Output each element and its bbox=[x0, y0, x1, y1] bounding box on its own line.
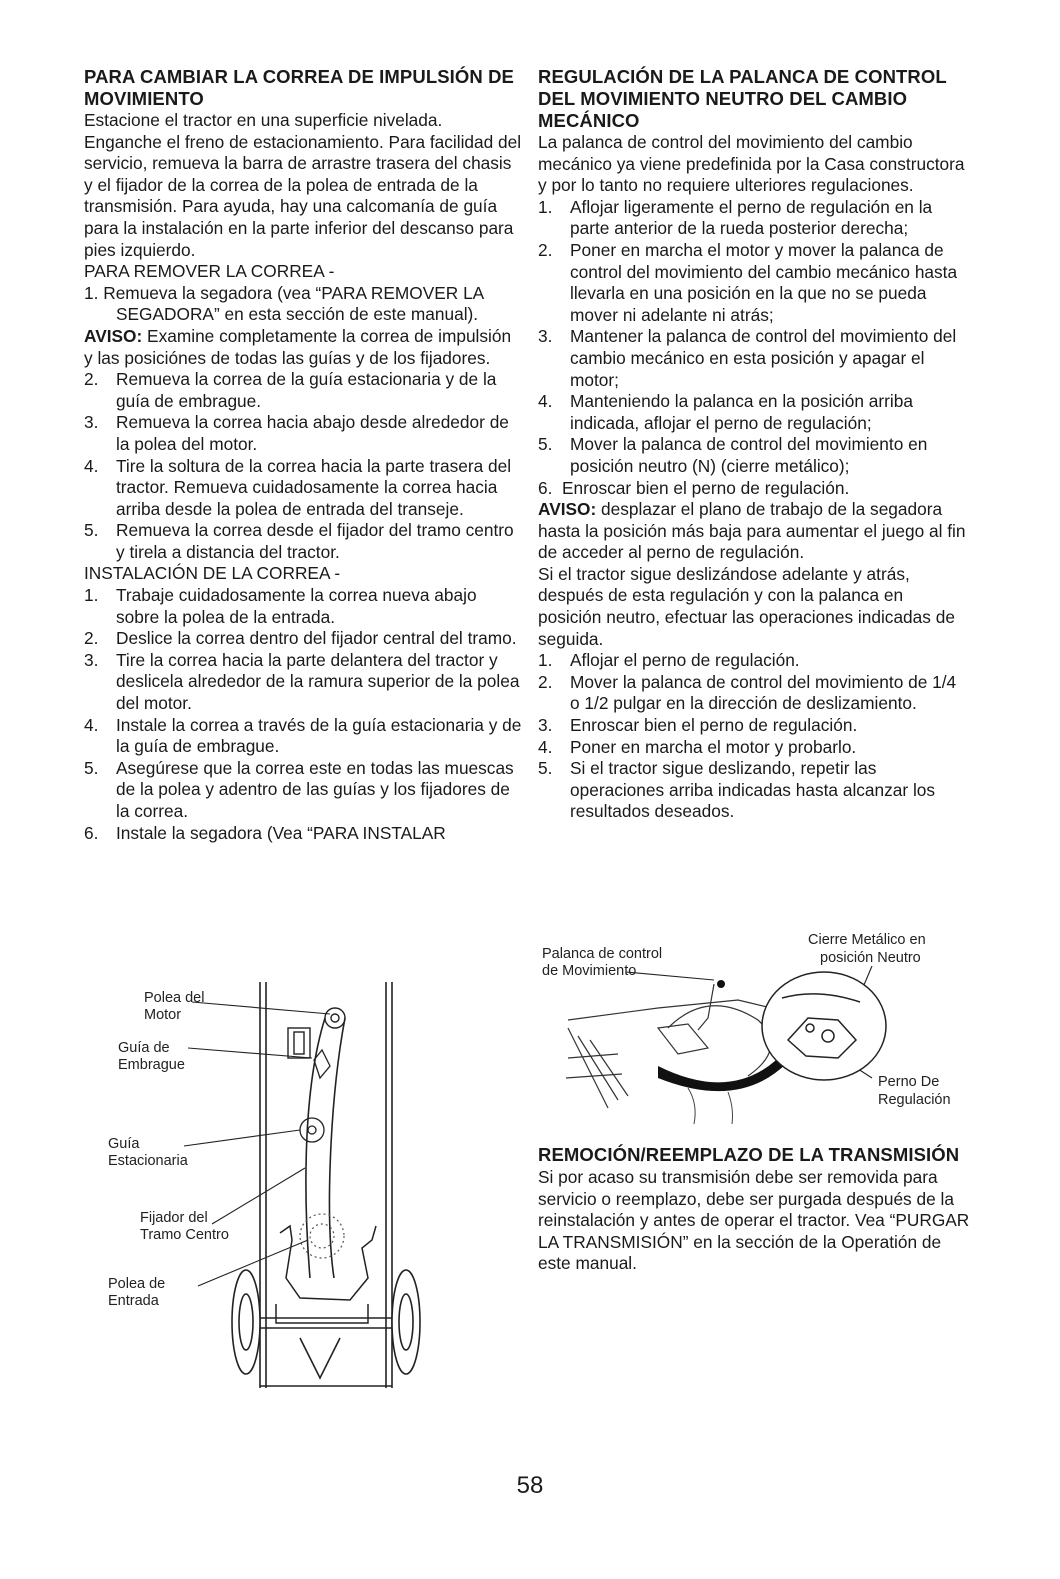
list-item: 3. Remueva la correa hacia abajo desde alrededor de la polea del motor. bbox=[84, 412, 509, 454]
list-item: 3. Enroscar bien el perno de regulación. bbox=[538, 715, 858, 736]
aviso-text: desplazar el plano de trabajo de la segadora hasta la posición más baja para aumentar el juego al fin de acceder al perno de regulación. bbox=[538, 499, 966, 563]
input-pulley-label-1: Polea de bbox=[108, 1276, 166, 1292]
neutral-steps-list bbox=[538, 197, 970, 499]
list-item: 2. Poner en marcha el motor y mover la palanca de control del movimiento del cambio mecánico hasta llevarla en una posición en la que no se pueda mover ni adelante ni atrás; bbox=[538, 239, 958, 325]
transmission-heading: REMOCIÓN/REEMPLAZO DE LA TRANSMISIÓN bbox=[538, 1144, 960, 1165]
right-column bbox=[538, 66, 970, 823]
center-keeper-label-2: Tramo Centro bbox=[140, 1227, 229, 1243]
list-item: 4. Tire la soltura de la correa hacia la parte trasera del tractor. Remueva cuidadosamente la correa hacia arriba desde la polea de entrada del transeje. bbox=[84, 455, 512, 519]
remove-step-1: 1. Remueva la segadora (vea “PARA REMOVER LA SEGADORA” en esta sección de este manual). bbox=[84, 282, 484, 325]
belt-routing-diagram bbox=[100, 978, 430, 1392]
lever-knob bbox=[717, 980, 725, 988]
list-item: 6. Instale la segadora (Vea “PARA INSTALAR bbox=[84, 822, 446, 843]
list-item: 1. Aflojar ligeramente el perno de regulación en la parte anterior de la rueda posterior derecha; bbox=[538, 196, 933, 239]
neutral-adjust-heading: REGULACIÓN DE LA PALANCA DE CONTROL DEL MOVIMIENTO NEUTRO DEL CAMBIO MECÁNICO bbox=[538, 66, 947, 131]
list-item: 5. Remueva la correa desde el fijador del tramo centro y tirela a distancia del tractor. bbox=[84, 520, 514, 562]
lock-callout bbox=[762, 972, 886, 1080]
list-item: 4. Poner en marcha el motor y probarlo. bbox=[538, 736, 857, 757]
center-keeper-label-1: Fijador del bbox=[140, 1210, 208, 1226]
list-item: 3. Mantener la palanca de control del movimiento del cambio mecánico en esta posición y apagar el motor; bbox=[538, 326, 957, 390]
aviso-note bbox=[84, 326, 524, 369]
lock-label-1: Cierre Metálico en bbox=[808, 932, 926, 948]
slip-paragraph: Si el tractor sigue deslizándose adelante y atrás, después de esta regulación y con la palanca en posición neutro, efectuar las operaciones indicadas de seguida. bbox=[538, 563, 955, 649]
aviso-note-right bbox=[538, 499, 970, 564]
belt-routing-svg bbox=[100, 978, 430, 1392]
clutch-guide-label-2: Embrague bbox=[118, 1057, 185, 1073]
aviso-label: AVISO: bbox=[538, 499, 597, 520]
left-column bbox=[84, 66, 524, 844]
list-item: 1. Aflojar el perno de regulación. bbox=[538, 650, 800, 671]
transmission-section bbox=[538, 1142, 970, 1275]
remove-steps-list bbox=[84, 369, 524, 563]
list-item: 3. Tire la correa hacia la parte delantera del tractor y deslicela alrededor de la ramura superior de la polea del motor. bbox=[84, 649, 520, 714]
lock-label-2: posición Neutro bbox=[820, 950, 921, 966]
list-item: 5. Mover la palanca de control del movimiento en posición neutro (N) (cierre metálico); bbox=[538, 434, 928, 476]
input-pulley-label-2: Entrada bbox=[108, 1293, 159, 1309]
stationary-guide-label-2: Estacionaria bbox=[108, 1153, 188, 1169]
install-belt-title: INSTALACIÓN DE LA CORREA - bbox=[84, 563, 341, 584]
transaxle bbox=[276, 1226, 376, 1323]
belt-change-heading: PARA CAMBIAR LA CORREA DE IMPULSIÓN DE MOVIMIENTO bbox=[84, 66, 514, 109]
list-item: 1. Trabaje cuidadosamente la correa nueva abajo sobre la polea de la entrada. bbox=[84, 585, 477, 627]
bolt-label-2: Regulación bbox=[878, 1092, 951, 1108]
clutch-guide-label-1: Guía de bbox=[118, 1040, 170, 1056]
motor-pulley-label-2: Motor bbox=[144, 1007, 182, 1023]
stationary-guide bbox=[300, 1118, 324, 1142]
lever-label-2: de Movimiento bbox=[542, 963, 637, 979]
list-item: 2. Deslice la correa dentro del fijador central del tramo. bbox=[84, 628, 517, 649]
belt-change-intro: Estacione el tractor en una superficie nivelada. Enganche el freno de estacionamiento. Para facilidad del servicio, remueva la barra de arrastre trasera del chasis y el fijador de la correa de la polea de entrada de la transmisión. Para ayuda, hay una calcomanía de guía para la instalación en la parte inferior del descanso para pies izquierdo. bbox=[84, 110, 522, 260]
list-item: 5. Si el tractor sigue deslizando, repetir las operaciones arriba indicadas hasta alcanzar los resultados deseados. bbox=[538, 758, 936, 822]
page-number: 58 bbox=[516, 1472, 544, 1499]
list-item: 2. Mover la palanca de control del movimiento de 1/4 o 1/2 pulgar en la dirección de deslizamiento. bbox=[538, 671, 957, 714]
transmission-paragraph: Si por acaso su transmisión debe ser removida para servicio o reemplazo, debe ser purgada después de la reinstalación y antes de operar el tractor. Vea “PURGAR LA TRANSMISIÓN” en la sección de la Operatión de este manual. bbox=[538, 1167, 970, 1274]
slip-steps-list bbox=[538, 650, 970, 823]
list-item: 2. Remueva la correa de la guía estacionaria y de la guía de embrague. bbox=[84, 369, 497, 411]
neutral-adjust-intro: La palanca de control del movimiento del cambio mecánico ya viene predefinida por la Casa constructora y por lo tanto no requiere ulteriores regulaciones. bbox=[538, 132, 965, 196]
aviso-text: Examine completamente la correa de impulsión y las posiciónes de todas las guías y de los fijadores. bbox=[84, 325, 512, 368]
aviso-label: AVISO: bbox=[84, 325, 143, 346]
motor-pulley-label-1: Polea del bbox=[144, 990, 205, 1006]
lever-label-1: Palanca de control bbox=[542, 946, 663, 962]
list-item: 5. Asegúrese que la correa este en todas las muescas de la polea y adentro de las guías y los fijadores de la correa. bbox=[84, 757, 514, 821]
list-item: 4. Instale la correa a través de la guía estacionaria y de la guía de embrague. bbox=[84, 714, 522, 757]
neutral-lever-svg bbox=[538, 928, 970, 1138]
bolt-label-1: Perno De bbox=[878, 1074, 940, 1090]
neutral-lever-diagram bbox=[538, 928, 970, 1138]
install-steps-list bbox=[84, 585, 524, 844]
remove-belt-title: PARA REMOVER LA CORREA - bbox=[84, 261, 335, 282]
list-item: 6. Enroscar bien el perno de regulación. bbox=[538, 477, 850, 498]
list-item: 4. Manteniendo la palanca en la posición arriba indicada, aflojar el perno de regulación; bbox=[538, 391, 913, 433]
stationary-guide-label-1: Guía bbox=[108, 1136, 140, 1152]
